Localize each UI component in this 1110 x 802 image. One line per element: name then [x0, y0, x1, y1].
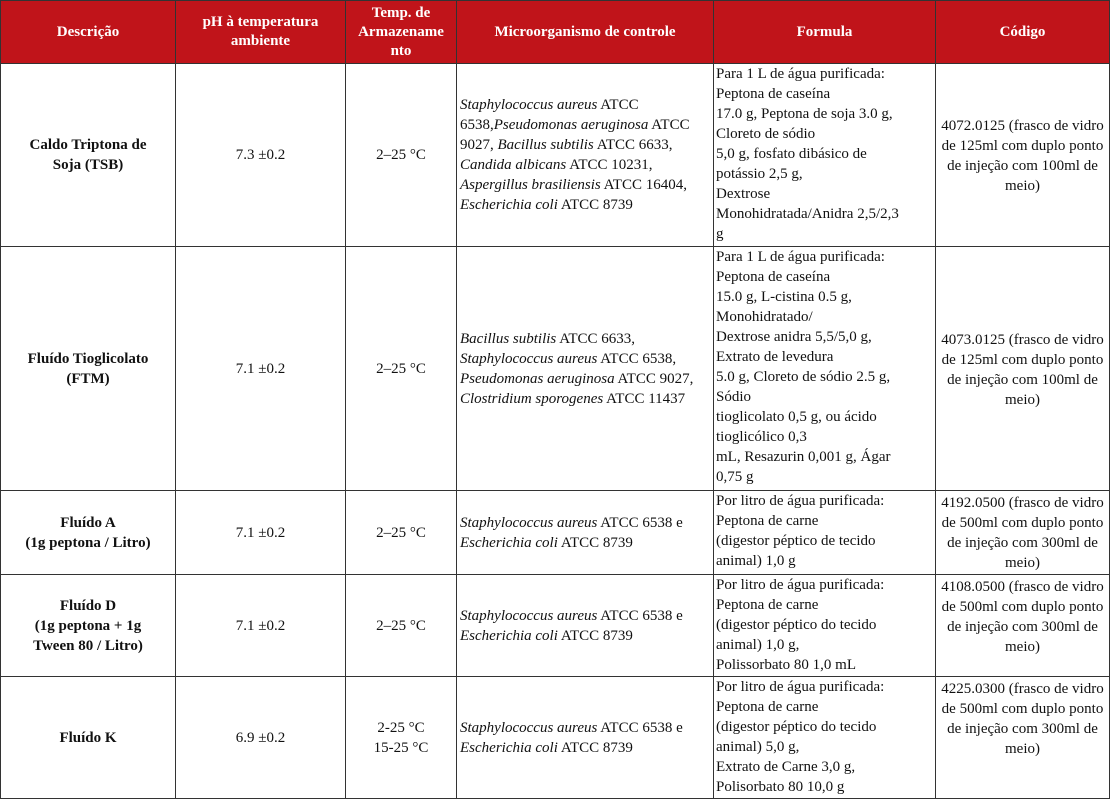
organism-name: Bacillus subtilis — [460, 330, 557, 347]
formula-line: Peptona de carne — [716, 597, 819, 613]
formula-line: Por litro de água purificada: — [716, 493, 885, 509]
descricao-line: Caldo Triptona de — [29, 137, 147, 153]
cell-codigo: 4072.0125 (frasco de vidro de 125ml com duplo ponto de injeção com 100ml de meio) — [936, 64, 1110, 247]
organism-strain: ATCC 10231, — [566, 157, 653, 173]
formula-line: (digestor péptico do tecido — [716, 719, 877, 735]
formula-line: Dextrose — [716, 186, 771, 202]
organism-name: Pseudomonas aeruginosa — [493, 117, 649, 133]
formula-line: Sódio — [716, 389, 752, 405]
cell-microorganismo — [457, 677, 714, 799]
organism-strain: ATCC 8739 — [557, 534, 633, 551]
cell-temperatura — [346, 575, 457, 677]
cell-ph: 7.1 ±0.2 — [176, 247, 346, 491]
cell-microorganismo — [457, 575, 714, 677]
formula-line: animal) 1,0 g, — [716, 637, 800, 653]
descricao-line: (1g peptona + 1g — [34, 617, 142, 634]
organism-strain: ATCC 6538 e — [597, 719, 683, 736]
formula-line: 5,0 g, fosfato dibásico de — [716, 146, 867, 162]
organism-strain: ATCC 6538 e — [597, 514, 683, 531]
table-row — [1, 64, 1110, 247]
formula-line: Peptona de caseína — [716, 269, 831, 285]
cell-microorganismo — [457, 247, 714, 491]
organism-name: Staphylococcus aureus — [460, 607, 598, 624]
cell-temperatura — [346, 677, 457, 799]
organism-name: Staphylococcus aureus — [460, 514, 598, 531]
formula-line: 0,75 g — [716, 469, 754, 485]
descricao-line: Fluído Tioglicolato — [27, 350, 149, 367]
formula-line: 5.0 g, Cloreto de sódio 2.5 g, — [716, 369, 891, 385]
organism-name: Staphylococcus aureus — [460, 97, 598, 113]
organism-name: Escherichia coli — [460, 197, 558, 213]
cell-codigo: 4192.0500 (frasco de vidro de 500ml com duplo ponto de injeção com 300ml de meio) — [936, 491, 1110, 575]
organism-name: Escherichia coli — [460, 627, 558, 644]
organism-strain: ATCC 16404, — [600, 177, 687, 193]
organism-strain: ATCC 6538 e — [597, 607, 683, 624]
formula-line: Dextrose anidra 5,5/5,0 g, — [716, 329, 872, 345]
organism-strain: ATCC 8739 — [557, 197, 633, 213]
formula-line: 15.0 g, L-cistina 0.5 g, — [716, 289, 852, 305]
header-microorganismo: Microorganismo de controle — [457, 1, 714, 64]
cell-codigo: 4073.0125 (frasco de vidro de 125ml com duplo ponto de injeção com 100ml de meio) — [936, 247, 1110, 491]
cell-ph: 7.1 ±0.2 — [176, 491, 346, 575]
formula-line: tioglicolato 0,5 g, ou ácido — [716, 409, 877, 425]
organism-name: Clostridium sporogenes — [460, 390, 604, 407]
cell-descricao — [1, 491, 176, 575]
cell-ph: 6.9 ±0.2 — [176, 677, 346, 799]
cell-descricao — [1, 64, 176, 247]
cell-formula — [714, 247, 936, 491]
cell-ph: 7.1 ±0.2 — [176, 575, 346, 677]
cell-formula — [714, 491, 936, 575]
table-row — [1, 677, 1110, 799]
organism-name: Aspergillus brasiliensis — [460, 177, 601, 193]
organism-name: Escherichia coli — [460, 534, 558, 551]
organism-name: Staphylococcus aureus — [460, 350, 598, 367]
cell-codigo: 4108.0500 (frasco de vidro de 500ml com duplo ponto de injeção com 300ml de meio) — [936, 575, 1110, 677]
formula-line: mL, Resazurin 0,001 g, Ágar — [716, 449, 891, 465]
cell-codigo: 4225.0300 (frasco de vidro de 500ml com duplo ponto de injeção com 300ml de meio) — [936, 677, 1110, 799]
organism-strain: ATCC 11437 — [603, 390, 686, 407]
organism-strain: ATCC 9027, — [460, 117, 690, 153]
organism-name: Escherichia coli — [460, 739, 558, 756]
temperatura-line: 2–25 °C — [376, 147, 426, 163]
organism-strain: ATCC 6538, — [460, 97, 639, 133]
organism-strain: ATCC 8739 — [557, 739, 633, 756]
temperatura-line: 15-25 °C — [373, 739, 429, 756]
table-row — [1, 491, 1110, 575]
formula-line: Por litro de água purificada: — [716, 577, 885, 593]
formula-line: Polissorbato 80 1,0 mL — [716, 657, 857, 673]
header-formula: Formula — [714, 1, 936, 64]
cell-descricao — [1, 575, 176, 677]
header-codigo: Código — [936, 1, 1110, 64]
descricao-line: (1g peptona / Litro) — [25, 534, 151, 551]
formula-line: Peptona de carne — [716, 513, 819, 529]
formula-line: Para 1 L de água purificada: — [716, 66, 885, 82]
organism-name: Bacillus subtilis — [497, 137, 594, 153]
formula-line: animal) 5,0 g, — [716, 739, 800, 755]
organism-strain: ATCC 9027, — [614, 370, 694, 387]
formula-line: g — [716, 226, 724, 242]
cell-formula — [714, 677, 936, 799]
organism-strain: ATCC 6633, — [593, 137, 673, 153]
temperatura-line: 2–25 °C — [376, 524, 426, 541]
cell-temperatura — [346, 491, 457, 575]
organism-strain: ATCC 8739 — [557, 627, 633, 644]
organism-name: Pseudomonas aeruginosa — [460, 370, 615, 387]
header-ph: pH à temperatura ambiente — [176, 1, 346, 64]
descricao-line: Fluído K — [59, 729, 117, 746]
formula-line: Por litro de água purificada: — [716, 679, 885, 695]
header-temp: Temp. de Armazename nto — [346, 1, 457, 64]
cell-temperatura — [346, 247, 457, 491]
formula-line: Cloreto de sódio — [716, 126, 816, 142]
cell-temperatura — [346, 64, 457, 247]
formula-line: Extrato de Carne 3,0 g, — [716, 759, 856, 775]
cell-descricao — [1, 247, 176, 491]
descricao-line: Fluído D — [59, 597, 117, 614]
descricao-line: Fluído A — [60, 514, 116, 531]
header-row — [1, 1, 1110, 64]
formula-line: Monohidratado/ — [716, 309, 813, 325]
temperatura-line: 2–25 °C — [376, 617, 426, 634]
formula-line: Extrato de levedura — [716, 349, 834, 365]
cell-microorganismo — [457, 491, 714, 575]
formula-line: (digestor péptico de tecido — [716, 533, 876, 549]
temperatura-line: 2–25 °C — [376, 360, 426, 377]
organism-name: Staphylococcus aureus — [460, 719, 598, 736]
formula-line: potássio 2,5 g, — [716, 166, 803, 182]
formula-line: animal) 1,0 g — [716, 553, 796, 569]
cell-formula — [714, 575, 936, 677]
temperatura-line: 2-25 °C — [377, 719, 425, 736]
organism-strain: ATCC 6633, — [556, 330, 636, 347]
table-row — [1, 247, 1110, 491]
descricao-line: Soja (TSB) — [52, 157, 124, 173]
formula-line: Peptona de caseína — [716, 86, 831, 102]
formula-line: Monohidratada/Anidra 2,5/2,3 — [716, 206, 899, 222]
cell-descricao — [1, 677, 176, 799]
organism-strain: ATCC 6538, — [597, 350, 677, 367]
descricao-line: (FTM) — [66, 370, 110, 387]
formula-line: tioglicólico 0,3 — [716, 429, 807, 445]
descricao-line: Tween 80 / Litro) — [33, 637, 143, 654]
cell-formula — [714, 64, 936, 247]
formula-line: Para 1 L de água purificada: — [716, 249, 885, 265]
cell-microorganismo — [457, 64, 714, 247]
organism-name: Candida albicans — [460, 157, 567, 173]
formula-line: 17.0 g, Peptona de soja 3.0 g, — [716, 106, 893, 122]
header-descricao: Descrição — [1, 1, 176, 64]
cell-ph: 7.3 ±0.2 — [176, 64, 346, 247]
formula-line: Polisorbato 80 10,0 g — [716, 779, 845, 795]
formula-line: Peptona de carne — [716, 699, 819, 715]
formula-line: (digestor péptico do tecido — [716, 617, 877, 633]
table-row — [1, 575, 1110, 677]
